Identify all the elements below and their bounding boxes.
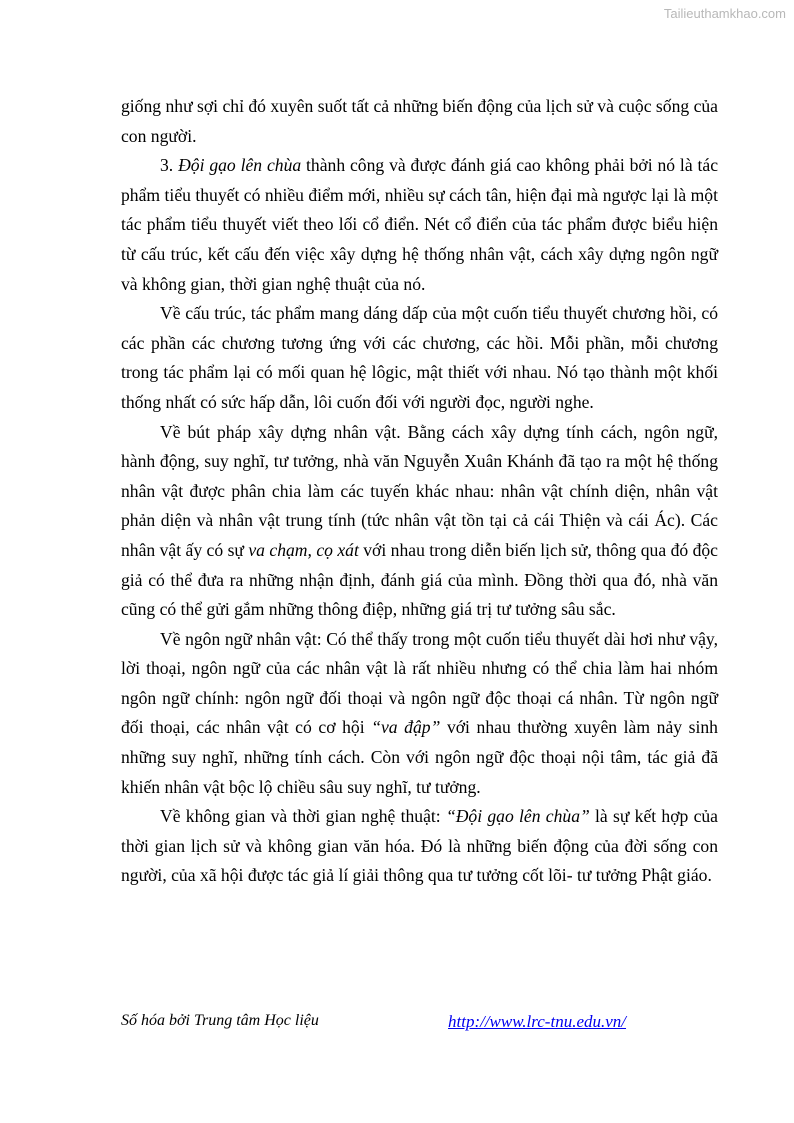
- italic-text: Đội gạo lên chùa: [178, 155, 302, 176]
- paragraph: [121, 299, 718, 417]
- italic-text: “va đập”: [371, 717, 441, 738]
- italic-text: va chạm, cọ xát: [248, 539, 359, 560]
- footer-website-link[interactable]: http://www.lrc-tnu.edu.vn/: [448, 1012, 627, 1031]
- paragraph-text: với nhau thường xuyên làm nảy sinh những suy nghĩ, những tính cách. Còn với ngôn ngữ độc thoại nội tâm, tác giả đã khiến nhân vật bộc lộ chiều sâu suy nghĩ, tư tưởng.: [121, 717, 718, 797]
- paragraph: [121, 92, 718, 151]
- paragraph-text: 3.: [160, 155, 179, 176]
- paragraph-text: Về cấu trúc, tác phẩm mang dáng dấp của một cuốn tiểu thuyết chương hồi, có các phần các chương tương ứng với các chương, các hồi. Mỗi phần, mỗi chương trong tác phẩm lại có mối quan hệ lôgic, mật thiết với nhau. Nó tạo thành một khối thống nhất có sức hấp dẫn, lôi cuốn đối với người đọc, người nghe.: [121, 303, 718, 412]
- footer: [121, 1012, 721, 1036]
- italic-text: “Đội gạo lên chùa”: [445, 806, 590, 827]
- paragraph-text: Về ngôn ngữ nhân vật: Có thể thấy trong một cuốn tiểu thuyết dài hơi như vậy, lời thoại, ngôn ngữ của các nhân vật là rất nhiều nhưng có thể chia làm hai nhóm ngôn ngữ chính: ngôn ngữ đối thoại và ngôn ngữ độc thoại cá nhân. Từ ngôn ngữ đối thoại, các nhân vật có cơ hội: [121, 628, 718, 738]
- footer-source-label: Số hóa bởi Trung tâm Học liệu: [121, 1012, 319, 1029]
- paragraph-text: với nhau trong diễn biến lịch sử, thông qua đó độc giả có thể đưa ra những nhận định, đánh giá của mình. Đồng thời qua đó, nhà văn cũng có thể gửi gắm những thông điệp, những giá trị tư tưởng sâu sắc.: [121, 539, 718, 620]
- paragraph-text: giống như sợi chỉ đó xuyên suốt tất cả những biến động của lịch sử và cuộc sống của con người.: [121, 96, 718, 146]
- paragraph-text: Về bút pháp xây dựng nhân vật. Bằng cách xây dựng tính cách, ngôn ngữ, hành động, suy nghĩ, tư tưởng, nhà văn Nguyễn Xuân Khánh đã tạo ra một hệ thống nhân vật được phân chia làm các tuyến khác nhau: nhân vật chính diện, nhân vật phản diện và nhân vật trung tính (tức nhân vật tồn tại cả cái Thiện và cái Ác). Các nhân vật ấy có sự: [121, 421, 718, 560]
- paragraph: [121, 625, 718, 803]
- paragraph: [121, 802, 718, 891]
- paragraph-text: là sự kết hợp của thời gian lịch sử và không gian văn hóa. Đó là những biến động của đời sống con người, của xã hội được tác giả lí giải thông qua tư tưởng cốt lõi- tư tưởng Phật giáo.: [121, 806, 718, 886]
- paragraph-text: thành công và được đánh giá cao không phải bởi nó là tác phẩm tiểu thuyết có nhiều điểm mới, nhiều sự cách tân, hiện đại mà ngược lại là một tác phẩm tiểu thuyết viết theo lối cổ điển. Nét cổ điển của tác phẩm được biểu hiện từ cấu trúc, kết cấu đến việc xây dựng hệ thống nhân vật, cách xây dựng ngôn ngữ và không gian, thời gian nghệ thuật của nó.: [121, 155, 719, 294]
- paragraph-text: Về không gian và thời gian nghệ thuật:: [160, 806, 446, 827]
- body-text: [121, 92, 718, 891]
- watermark: Tailieuthamkhao.com: [663, 6, 786, 21]
- paragraph: [121, 418, 718, 625]
- paragraph: [121, 151, 718, 299]
